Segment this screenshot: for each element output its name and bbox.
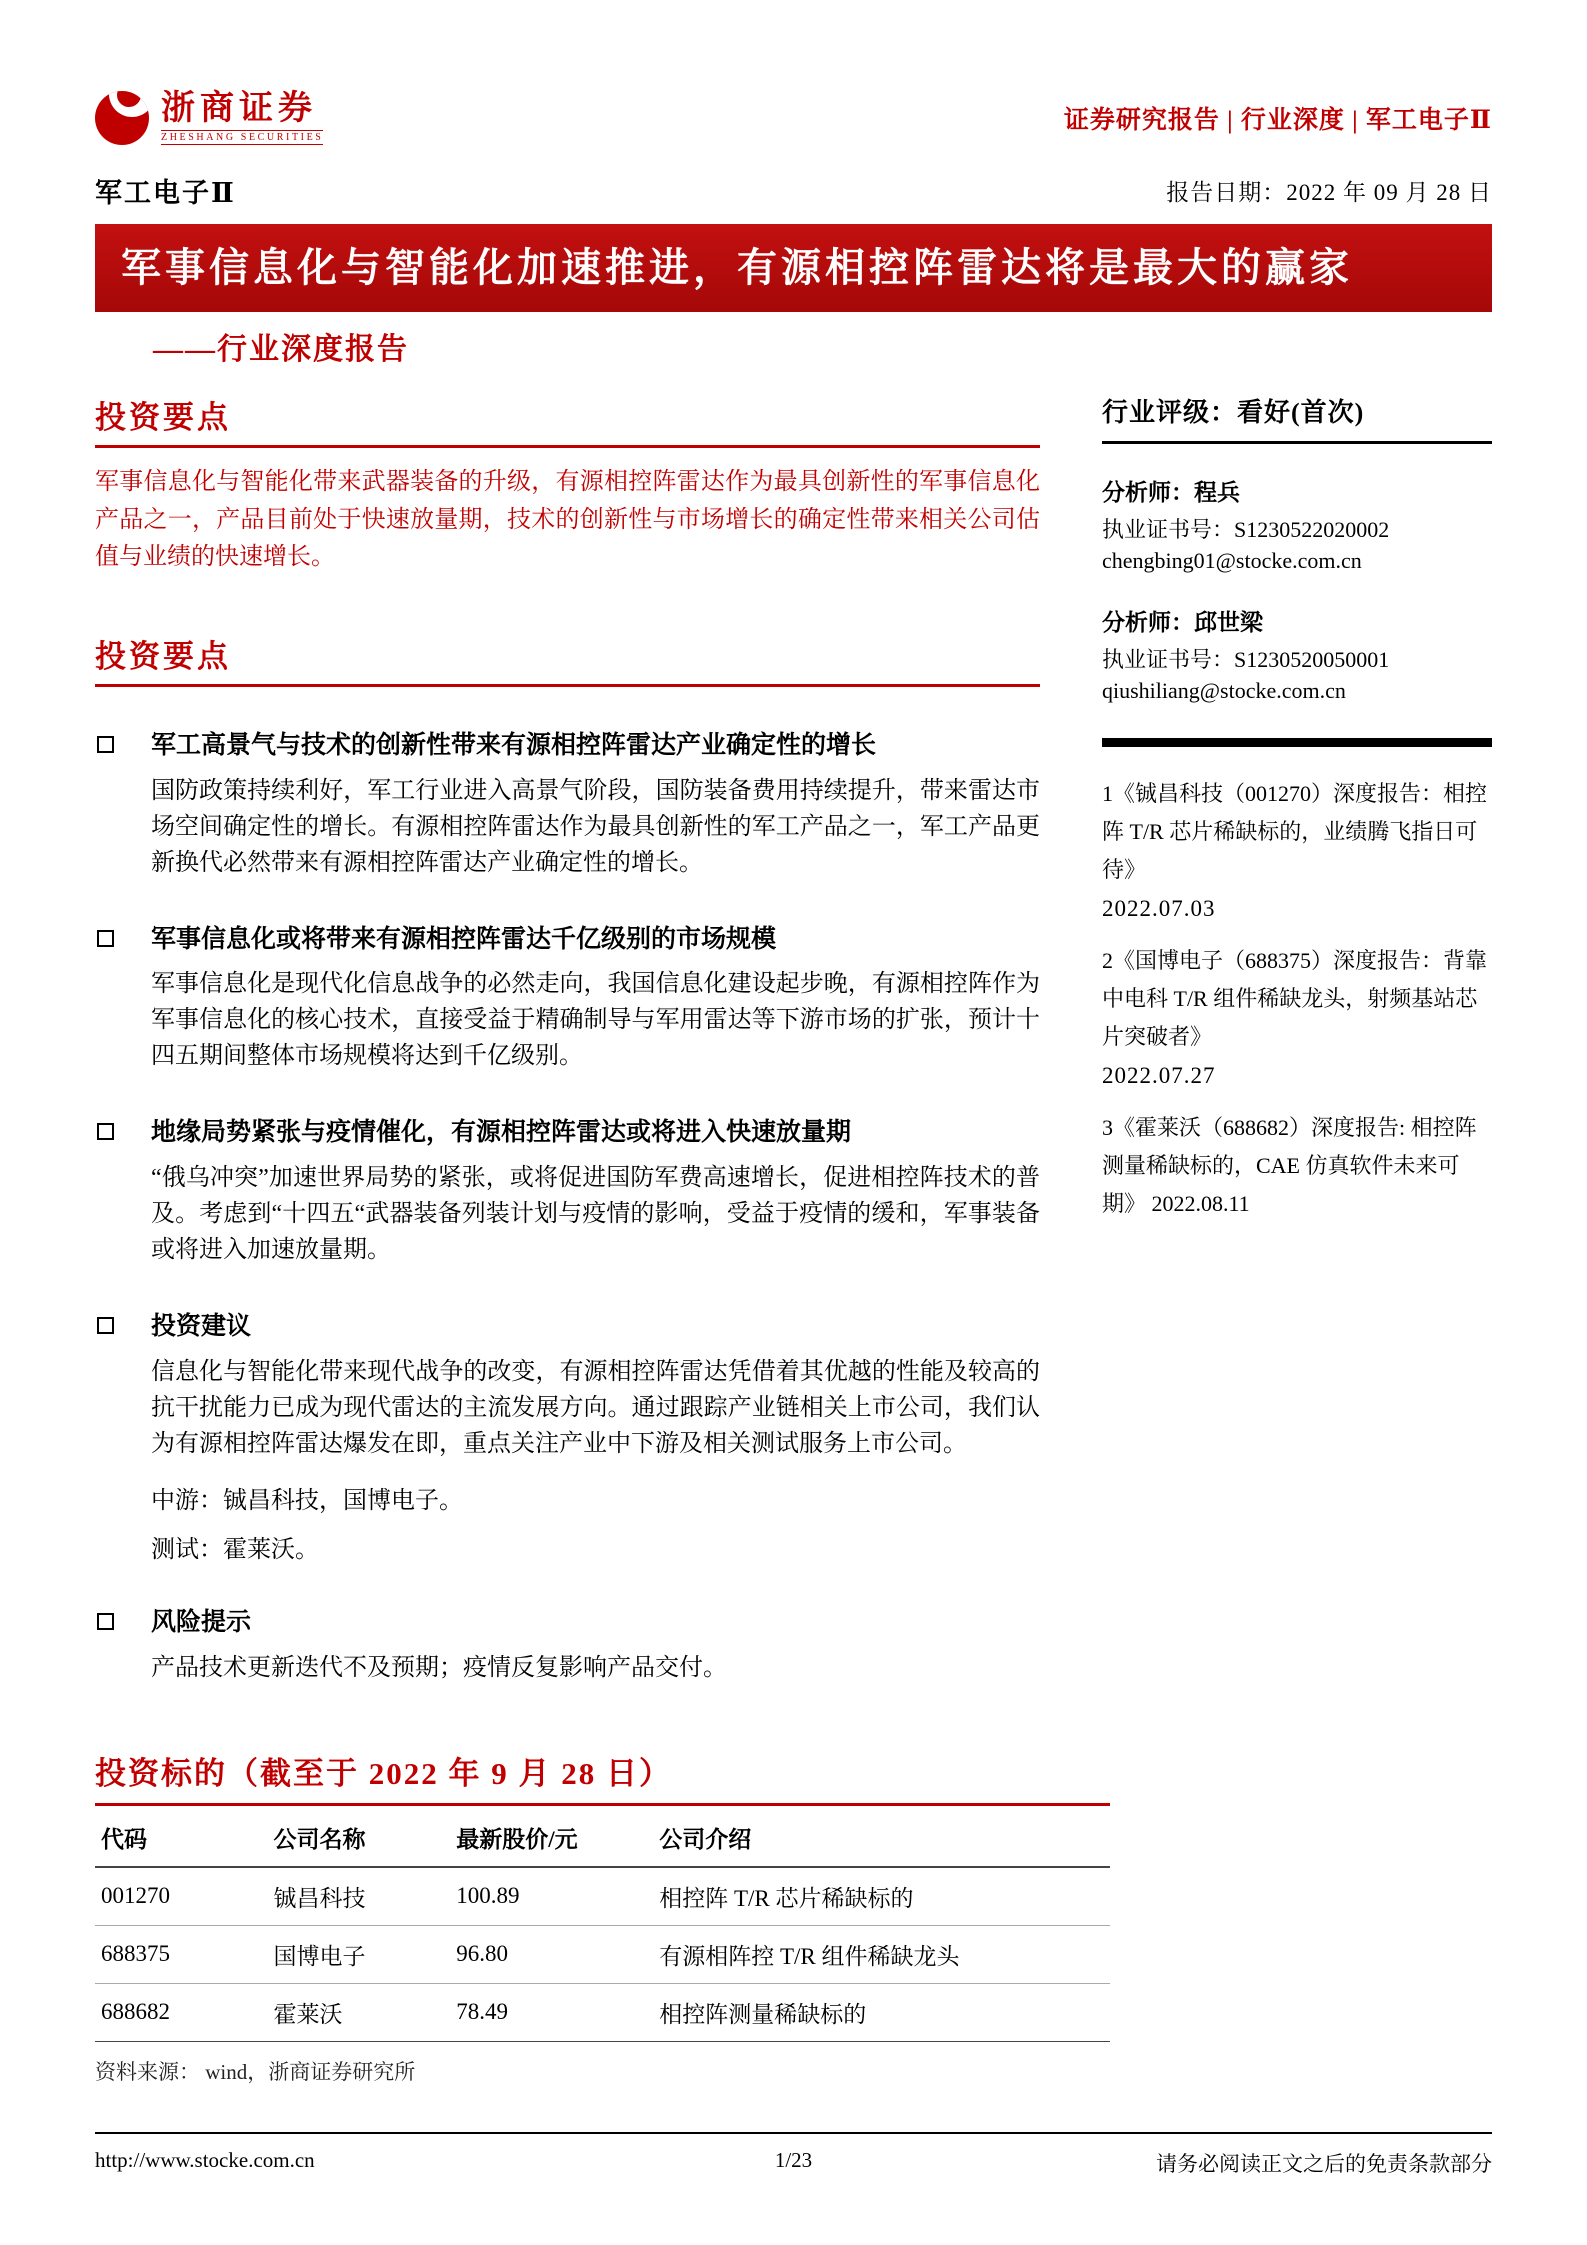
analyst-block-1 (1102, 474, 1492, 574)
bullet-heading: 风险提示 (151, 1608, 252, 1636)
table-header-row (95, 1806, 1110, 1867)
related-report-text: 2《国博电子（688375）深度报告：背靠中电科 T/R 组件稀缺龙头，射频基站芯片突破者》 (1102, 948, 1488, 1050)
bullet-item-growth (95, 729, 1040, 881)
investment-targets-section (95, 1748, 1110, 2086)
targets-section-title: 投资标的（截至于 2022 年 9 月 28 日） (95, 1748, 1110, 1806)
bullet-head (95, 1310, 1040, 1344)
square-bullet-icon (97, 1317, 114, 1334)
main-columns (95, 392, 1492, 1685)
bullet-body: 产品技术更新迭代不及预期；疫情反复影响产品交付。 (151, 1654, 727, 1681)
zheshang-logo-icon (95, 91, 149, 145)
analyst-name: 分析师：程兵 (1102, 480, 1240, 506)
section-title-highlights: 投资要点 (95, 392, 1040, 448)
bullet-item-market-size (95, 923, 1040, 1075)
section-title-highlights-2: 投资要点 (95, 631, 1040, 687)
table-header-name: 公司名称 (268, 1806, 451, 1867)
table-header-desc: 公司介绍 (653, 1806, 1110, 1867)
header-subrow (95, 171, 1492, 210)
bullet-head (95, 923, 1040, 957)
bullet-item-recommendation (95, 1310, 1040, 1564)
cell-price: 96.80 (450, 1925, 653, 1983)
bullet-head (95, 1116, 1040, 1150)
footer-url-link[interactable]: http://www.stocke.com.cn (95, 2148, 315, 2172)
cell-price: 100.89 (450, 1867, 653, 1926)
bullet-body: 信息化与智能化带来现代战争的改变，有源相控阵雷达凭借着其优越的性能及较高的抗干扰能力已成为现代雷达的主流发展方向。通过跟踪产业链相关上市公司，我们认为有源相控阵雷达爆发在即，重点关注产业中下游及相关测试服务上市公司。 (151, 1358, 1040, 1457)
logo-en-text: ZHESHANG SECURITIES (161, 132, 324, 144)
table-row-688375 (95, 1925, 1110, 1983)
square-bullet-icon (97, 930, 114, 947)
bullet-heading: 军工高景气与技术的创新性带来有源相控阵雷达产业确定性的增长 (151, 731, 877, 759)
bullet-heading: 地缘局势紧张与疫情催化，有源相控阵雷达或将进入快速放量期 (151, 1119, 852, 1147)
footer-page-number: 1/23 (774, 2148, 813, 2172)
industry-rating: 行业评级：看好(首次) (1102, 392, 1492, 444)
cell-code: 688682 (95, 1983, 268, 2041)
bullet-body: 军事信息化是现代化信息战争的必然走向，我国信息化建设起步晚，有源相控阵作为军事信息化的核心技术，直接受益于精确制导与军用雷达等下游市场的扩张，预计十四五期间整体市场规模将达到千亿级别。 (151, 971, 1040, 1070)
cell-desc: 相控阵测量稀缺标的 (653, 1983, 1110, 2041)
page-footer (95, 2132, 1492, 2178)
table-row-001270 (95, 1867, 1110, 1926)
cell-name: 铖昌科技 (268, 1867, 451, 1926)
bullet-heading: 军事信息化或将带来有源相控阵雷达千亿级别的市场规模 (151, 925, 777, 953)
bullet-heading: 投资建议 (151, 1313, 252, 1341)
logo-text-block (161, 90, 323, 145)
report-subtitle: ——行业深度报告 (153, 333, 409, 367)
related-report-1 (1102, 775, 1492, 928)
analyst-email-link[interactable]: chengbing01@stocke.com.cn (1102, 548, 1362, 574)
table-row-688682 (95, 1983, 1110, 2041)
square-bullet-icon (97, 736, 114, 753)
title-banner (95, 224, 1492, 312)
analyst-cert: 执业证书号：S1230520050001 (1102, 647, 1390, 673)
cell-desc: 有源相阵控 T/R 组件稀缺龙头 (653, 1925, 1110, 1983)
footer-disclaimer: 请务必阅读正文之后的免责条款部分 (1156, 2152, 1493, 2176)
table-header-code: 代码 (95, 1806, 268, 1867)
related-report-date: 2022.07.27 (1102, 1062, 1216, 1088)
table-header-price: 最新股价/元 (450, 1806, 653, 1867)
related-report-text: 3《霍莱沃（688682）深度报告: 相控阵测量稀缺标的，CAE 仿真软件未来可期》 2022.08.11 (1102, 1115, 1477, 1217)
bullet-head (95, 1606, 1040, 1640)
related-reports-list (1102, 775, 1492, 1223)
cell-price: 78.49 (450, 1983, 653, 2041)
targets-table (95, 1806, 1110, 2042)
source-note: 资料来源： wind，浙商证券研究所 (95, 2059, 416, 2084)
report-breadcrumb: 证券研究报告 | 行业深度 | 军工电子Ⅱ (1063, 106, 1492, 134)
left-column (95, 392, 1040, 1685)
related-report-3 (1102, 1109, 1492, 1222)
cell-code: 688375 (95, 1925, 268, 1983)
sidebar (1102, 392, 1492, 1685)
analyst-cert: 执业证书号：S1230522020002 (1102, 517, 1390, 543)
industry-label: 军工电子Ⅱ (95, 178, 236, 209)
square-bullet-icon (97, 1123, 114, 1140)
cell-desc: 相控阵 T/R 芯片稀缺标的 (653, 1867, 1110, 1926)
bullet-item-risk (95, 1606, 1040, 1686)
related-report-date: 2022.07.03 (1102, 895, 1216, 921)
bullet-body: “俄乌冲突”加速世界局势的紧张，或将促进国防军费高速增长，促进相控阵技术的普及。考虑到“十四五“武器装备列装计划与疫情的影响，受益于疫情的缓和，军事装备或将进入加速放量期。 (151, 1165, 1040, 1264)
recommendation-testing: 测试：霍莱沃。 (151, 1536, 319, 1563)
logo-cn-text: 浙商证券 (161, 90, 317, 127)
page-header (95, 90, 1492, 145)
sidebar-divider-bar (1102, 738, 1492, 747)
cell-code: 001270 (95, 1867, 268, 1926)
highlights-summary: 军事信息化与智能化带来武器装备的升级，有源相控阵雷达作为最具创新性的军事信息化产品之一，产品目前处于快速放量期，技术的创新性与市场增长的确定性带来相关公司估值与业绩的快速增长。 (95, 469, 1040, 570)
report-date: 报告日期：2022 年 09 月 28 日 (1166, 180, 1492, 206)
cell-name: 霍莱沃 (268, 1983, 451, 2041)
bullet-body: 国防政策持续利好，军工行业进入高景气阶段，国防装备费用持续提升，带来雷达市场空间确定性的增长。有源相控阵雷达作为最具创新性的军工产品之一，军工产品更新换代必然带来有源相控阵雷达产业确定性的增长。 (151, 777, 1040, 876)
bullet-head (95, 729, 1040, 763)
company-logo (95, 90, 323, 145)
analyst-email-link[interactable]: qiushiliang@stocke.com.cn (1102, 678, 1346, 704)
analyst-name: 分析师：邱世梁 (1102, 610, 1263, 636)
report-title: 军事信息化与智能化加速推进，有源相控阵雷达将是最大的赢家 (121, 245, 1353, 291)
cell-name: 国博电子 (268, 1925, 451, 1983)
analyst-block-2 (1102, 604, 1492, 704)
related-report-text: 1《铖昌科技（001270）深度报告：相控阵 T/R 芯片稀缺标的，业绩腾飞指日可待》 (1102, 781, 1488, 883)
square-bullet-icon (97, 1613, 114, 1630)
bullet-item-geopolitics (95, 1116, 1040, 1268)
related-report-2 (1102, 942, 1492, 1095)
recommendation-midstream: 中游：铖昌科技，国博电子。 (151, 1487, 463, 1514)
